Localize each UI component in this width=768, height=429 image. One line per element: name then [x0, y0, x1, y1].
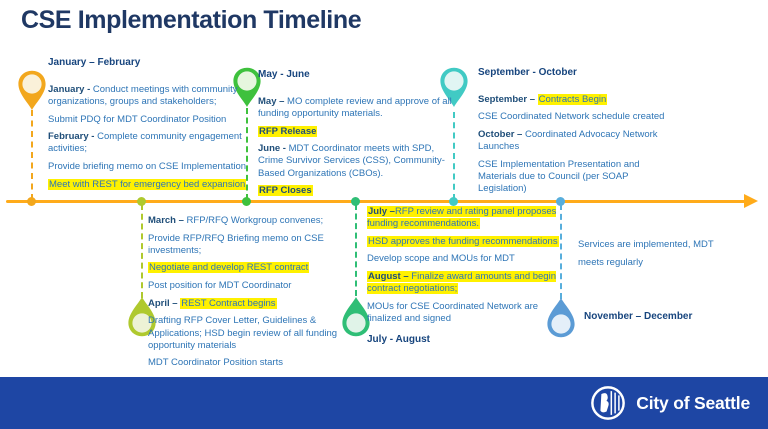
section-nov-dec-note: Services are implemented, MDT meets regularly [578, 239, 714, 268]
page-title: CSE Implementation Timeline [21, 6, 362, 34]
item-text: RFP/RFQ Workgroup convenes; [186, 215, 324, 226]
item-month: May – [258, 95, 288, 107]
item-text: Provide briefing memo on CSE Implementation [48, 161, 247, 173]
section-header: May - June [258, 69, 310, 80]
connector-mar-apr [141, 204, 143, 298]
item-text-highlighted: Contracts Begin [538, 93, 607, 105]
timeline-item [258, 143, 456, 179]
connector-jul-aug [355, 204, 357, 296]
timeline-item [148, 315, 348, 351]
timeline-item [148, 215, 348, 227]
item-text: MDT Coordinator Position starts [148, 357, 283, 369]
item-month: September – [478, 93, 538, 105]
timeline-item [367, 206, 563, 230]
item-text-highlighted: RFP Closes [259, 185, 312, 197]
timeline-item [48, 84, 250, 108]
item-text: Drafting RFP Cover Letter, Guidelines & Applications; HSD begin review of all funding opportunity materials [148, 315, 338, 351]
timeline-item [478, 159, 678, 195]
item-text: Post position for MDT Coordinator [148, 280, 292, 292]
item-text: Coordinated Advocacy Network Launches [478, 129, 658, 153]
timeline-item [367, 253, 563, 265]
logo-stripes [612, 391, 620, 415]
footer-bar [0, 377, 768, 429]
item-month: June - [258, 143, 289, 155]
timeline-item [478, 94, 678, 106]
logo-portrait [601, 393, 609, 412]
item-month: March – [148, 215, 187, 226]
item-text: Submit PDQ for MDT Coordinator Position [48, 113, 227, 125]
section-header: July - August [367, 334, 430, 346]
section-header: September - October [478, 67, 577, 78]
item-text-highlighted: REST Contract begins [181, 297, 276, 309]
section-header: November – December [584, 311, 693, 322]
timeline-item [258, 96, 456, 120]
timeline-item [478, 111, 678, 123]
timeline-item [258, 126, 456, 138]
item-text-highlighted: Meet with REST for emergency bed expansion [49, 178, 246, 190]
timeline-item [48, 179, 250, 191]
timeline-item [148, 280, 348, 292]
timeline-item [367, 271, 563, 295]
item-text-highlighted: RFP Release [259, 125, 317, 137]
section-jul-aug [367, 206, 563, 347]
timeline-item [367, 301, 563, 325]
item-month: October – [478, 129, 525, 141]
item-month: April – [148, 297, 181, 309]
item-text: MDT Coordinator meets with SPD, Crime Survivor Services (CSS), Community-Based Organizations (CBOs). [258, 143, 445, 179]
timeline-item [148, 357, 348, 369]
item-text-highlighted: HSD approves the funding recommendations [368, 235, 558, 247]
timeline-dot-may-jun [242, 197, 251, 206]
section-sep-oct [478, 67, 678, 201]
item-month: July – [368, 206, 395, 217]
section-header: January – February [48, 57, 141, 68]
timeline-dot-mar-apr [137, 197, 146, 206]
section-mar-apr [148, 215, 348, 391]
item-text: CSE Coordinated Network schedule created [478, 111, 665, 123]
city-of-seattle-logo [590, 385, 626, 421]
timeline-arrowhead-icon [744, 194, 758, 208]
item-text: RFP review and rating panel proposes funding recommendations. [367, 206, 557, 230]
timeline-dot-jan-feb [27, 197, 36, 206]
timeline-item [48, 114, 250, 126]
timeline-item [148, 298, 348, 310]
timeline-item [478, 129, 678, 153]
connector-jan-feb [31, 110, 33, 200]
brand-name: City of Seattle [636, 392, 750, 413]
timeline-item [148, 262, 348, 274]
timeline-item [367, 236, 563, 248]
item-text: CSE Implementation Presentation and Materials due to Council (per SOAP Legislation) [478, 158, 640, 195]
section-may-jun [258, 69, 456, 203]
item-text: Provide RFP/RFQ Briefing memo on CSE investments; [148, 232, 324, 256]
item-text: Finalize award amounts and begin contract negotiations; [367, 271, 556, 295]
item-month: August – [368, 271, 412, 283]
item-month: February - [48, 131, 98, 143]
timeline-item [148, 233, 348, 257]
item-text: Develop scope and MOUs for MDT [367, 253, 515, 265]
timeline-item [48, 131, 250, 155]
item-text-highlighted: Negotiate and develop REST contract [149, 262, 309, 274]
map-pin-jan-feb-icon [16, 69, 48, 111]
item-text: Complete community engagement activities; [48, 131, 242, 155]
timeline-item [258, 185, 456, 197]
item-text: MO complete review and approve of all funding opportunity materials. [258, 95, 452, 119]
section-jan-feb [48, 57, 250, 196]
item-text-highlighted [367, 206, 556, 229]
item-text: Conduct meetings with community organizations, groups and stakeholders; [48, 83, 238, 107]
pin-inner [22, 74, 41, 93]
item-text-highlighted [367, 271, 556, 294]
timeline-item [48, 161, 250, 173]
pin-inner [346, 313, 365, 332]
item-text: MOUs for CSE Coordinated Network are finalized and signed [367, 300, 539, 325]
item-month: January - [48, 83, 93, 95]
